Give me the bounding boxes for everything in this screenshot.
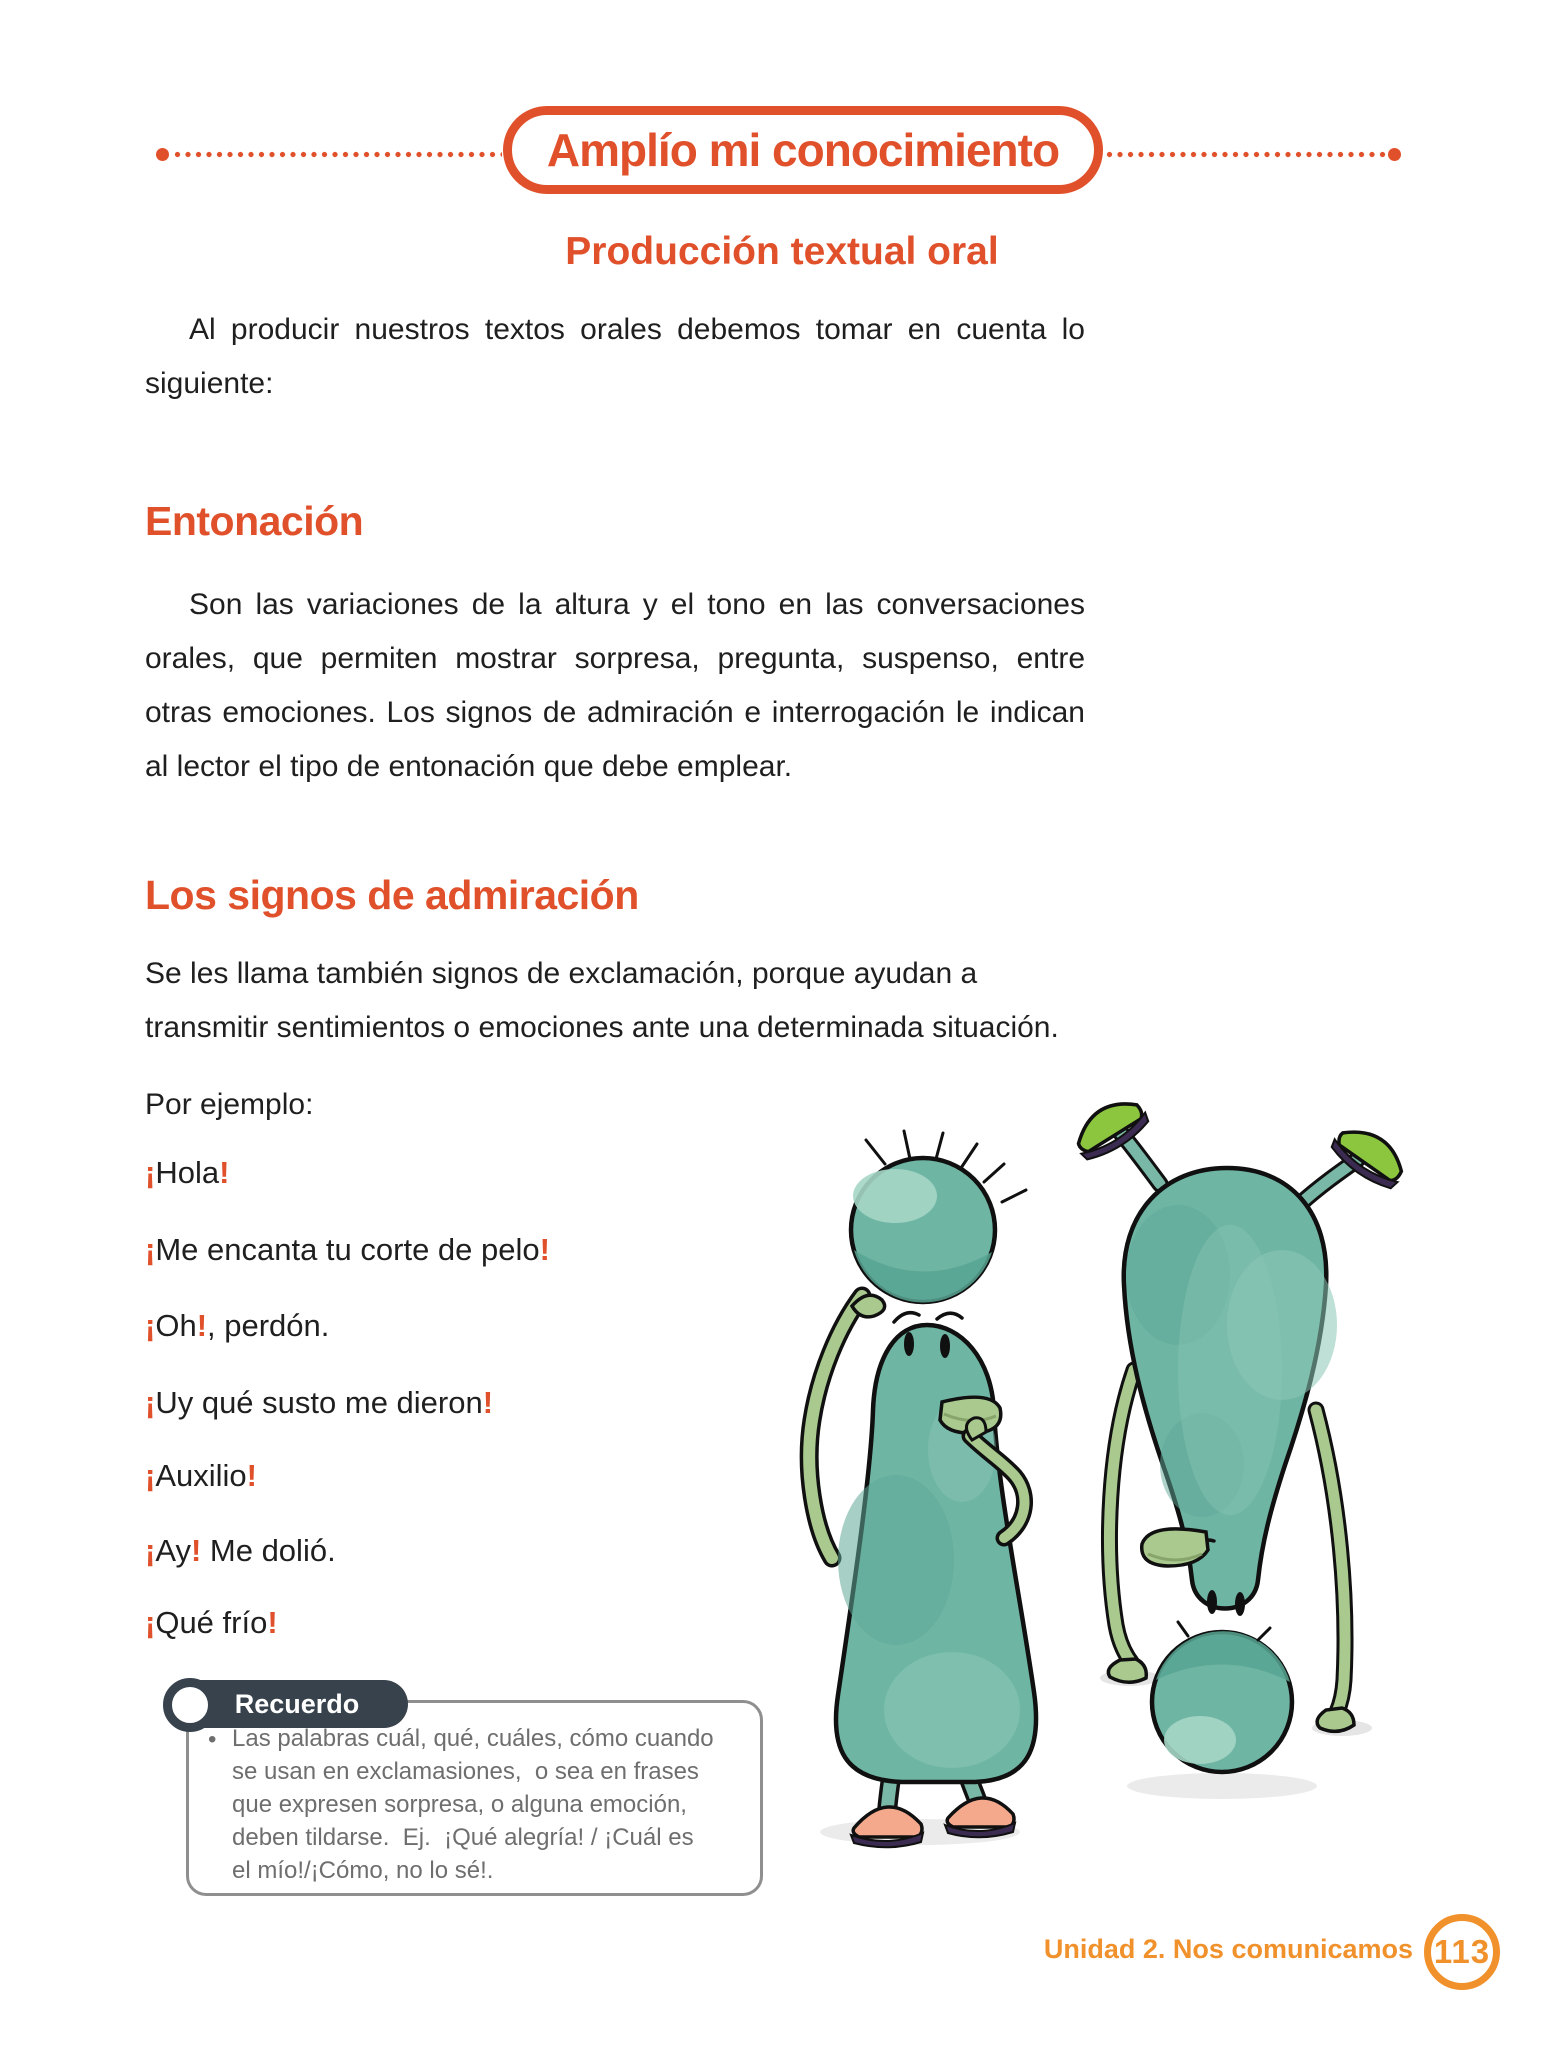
example-line <box>145 1605 278 1641</box>
section-badge <box>503 106 1103 194</box>
recuerdo-line: se usan en exclamasiones, o sea en frases <box>232 1758 699 1785</box>
example-text: Ay <box>155 1533 191 1568</box>
exclamation-character-upright <box>809 1131 1036 1847</box>
section-body-signos: Se les llama también signos de exclamación, porque ayudan a transmitir sentimientos o emociones ante una determinada situación. <box>145 957 1059 1044</box>
example-line <box>145 1458 257 1494</box>
open-exclamation-mark: ¡ <box>145 1308 156 1343</box>
examples-label: Por ejemplo: <box>145 1088 314 1121</box>
recuerdo-line: deben tildarse. Ej. ¡Qué alegría! / ¡Cuál es <box>232 1824 694 1851</box>
open-exclamation-mark: ¡ <box>145 1458 156 1493</box>
upright-character-dot <box>851 1131 1026 1302</box>
section-heading-signos: Los signos de admiración <box>145 872 639 918</box>
open-exclamation-mark: ¡ <box>145 1533 156 1568</box>
example-line <box>145 1232 550 1268</box>
page-number-badge <box>1424 1914 1500 1990</box>
open-exclamation-mark: ¡ <box>145 1232 156 1267</box>
close-exclamation-mark: ! <box>190 1533 202 1568</box>
page-number: 113 <box>1433 1933 1491 1970</box>
open-exclamation-mark: ¡ <box>145 1155 156 1190</box>
recuerdo-title: Recuerdo <box>234 1688 360 1719</box>
close-exclamation-mark: ! <box>219 1155 230 1190</box>
example-line <box>145 1155 229 1191</box>
close-exclamation-mark: ! <box>196 1308 208 1343</box>
close-exclamation-mark: ! <box>539 1232 550 1267</box>
open-exclamation-mark: ¡ <box>145 1385 156 1420</box>
header-left-dotted-line <box>174 151 502 158</box>
close-exclamation-mark: ! <box>482 1385 494 1420</box>
recuerdo-line: el mío!/¡Cómo, no lo sé!. <box>232 1857 494 1884</box>
intro-paragraph: Al producir nuestros textos orales debemos tomar en cuenta lo siguiente: <box>145 313 1085 400</box>
header-left-dot <box>156 148 169 161</box>
exclamation-character-handstand <box>1067 1091 1412 1772</box>
bullet-icon: • <box>208 1726 217 1753</box>
badge-title: Amplío mi conocimiento <box>546 124 1060 176</box>
example-line <box>145 1385 493 1421</box>
footer-unit-label: Unidad 2. Nos comunicamos <box>1043 1934 1413 1964</box>
example-tail: Me dolió. <box>201 1533 336 1568</box>
close-exclamation-mark: ! <box>267 1605 278 1640</box>
example-text: Qué frío <box>155 1605 268 1640</box>
section-body-entonacion: Son las variaciones de la altura y el tono en las conversaciones orales, que permiten mostrar sorpresa, pregunta, suspenso, entre otras emociones. Los signos de admiración e interrogación le indican al lector el tipo de entonación que debe emplear. <box>145 588 1085 783</box>
handstand-character-dot <box>1152 1622 1292 1772</box>
example-line <box>145 1308 329 1344</box>
recuerdo-line: que expresen sorpresa, o alguna emoción, <box>232 1791 687 1818</box>
example-tail: , perdón. <box>207 1308 330 1343</box>
page-subtitle: Producción textual oral <box>565 230 999 273</box>
header-right-dot <box>1388 148 1401 161</box>
example-text: Auxilio <box>155 1458 247 1493</box>
example-text: Me encanta tu corte de pelo <box>155 1232 540 1267</box>
characters-illustration <box>600 1080 1480 1860</box>
recuerdo-line: • Las palabras cuál, qué, cuáles, cómo cuando <box>212 1722 752 1755</box>
example-text: Hola <box>155 1155 220 1190</box>
recuerdo-tab <box>186 1680 408 1728</box>
example-text: Uy qué susto me dieron <box>155 1385 483 1420</box>
header-right-dotted-line <box>1106 151 1386 158</box>
example-text: Oh <box>155 1308 197 1343</box>
section-heading-entonacion: Entonación <box>145 498 364 544</box>
open-exclamation-mark: ¡ <box>145 1605 156 1640</box>
example-line <box>145 1533 336 1569</box>
close-exclamation-mark: ! <box>246 1458 257 1493</box>
